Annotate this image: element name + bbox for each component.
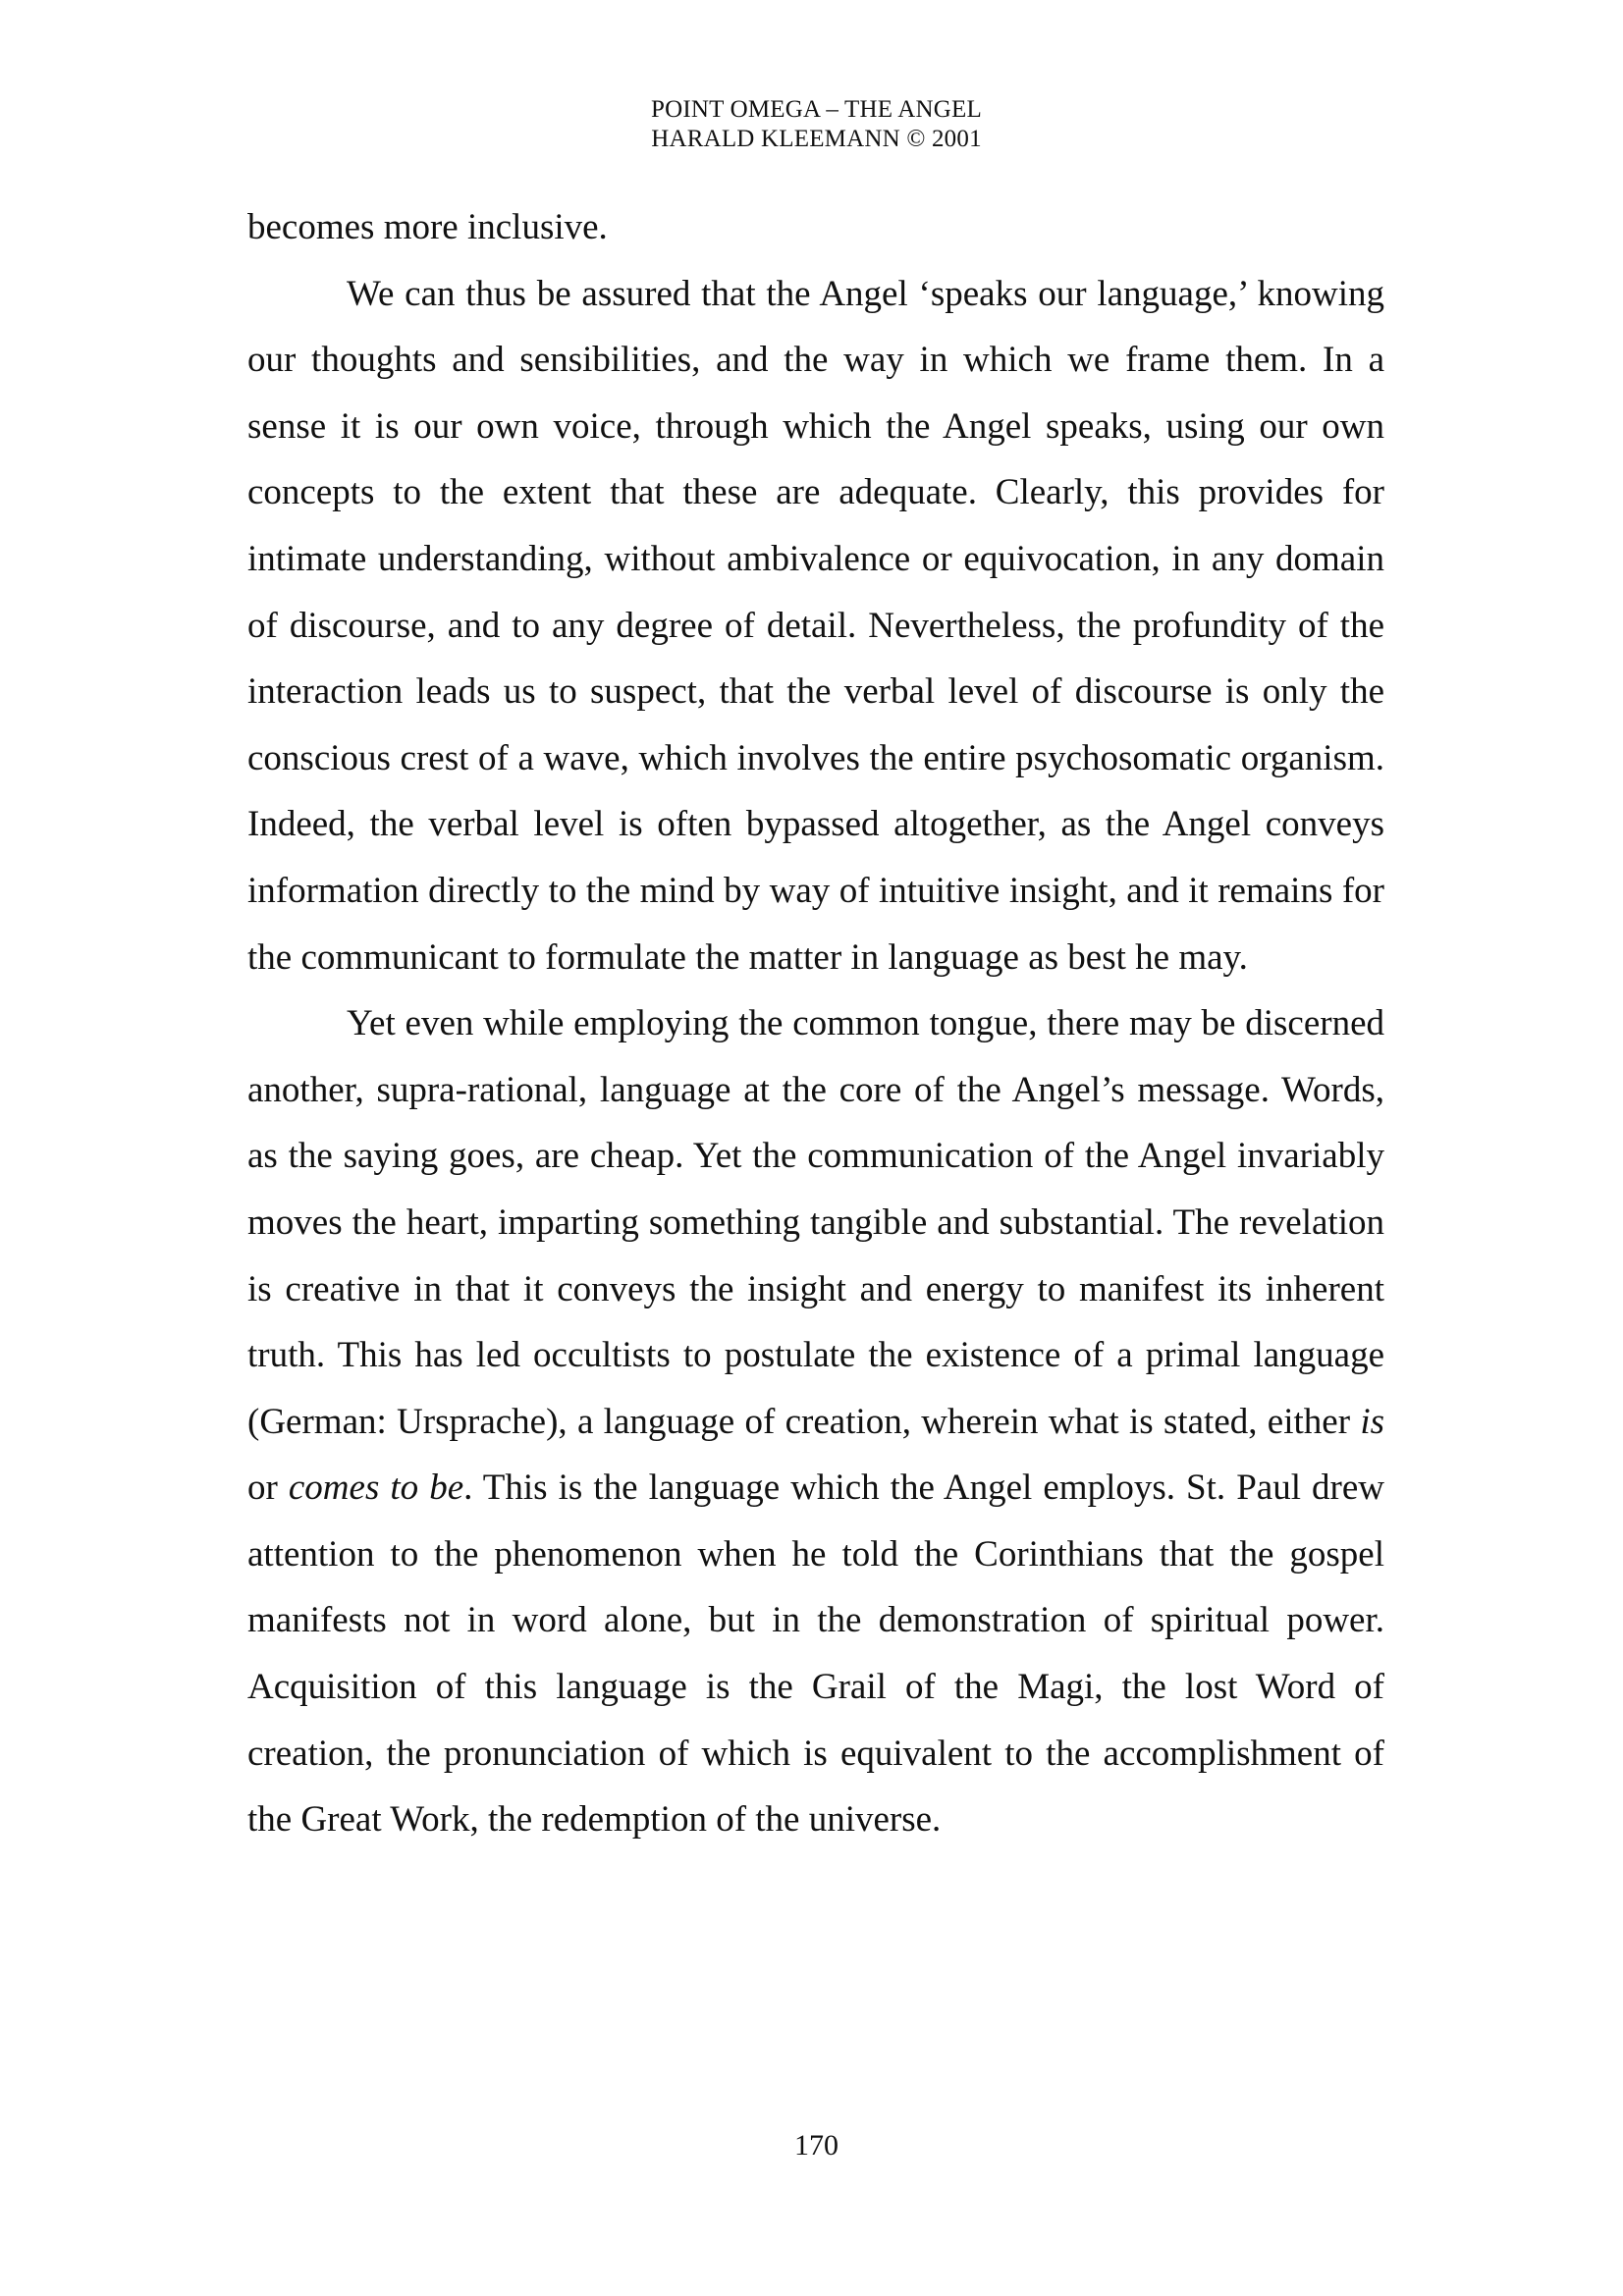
paragraph-text: . This is the language which the Angel employs. St. Paul drew attention to the phenomenon when he told the Corinthians that the gospel manifests not in word alone, but in the demonstration of spiritual power. Acquisition of this language is the Grail of the Magi, the lost Word of creation, the pronunciation of which is equivalent to the accomplishment of the Great Work, the redemption of the universe. (247, 1468, 1384, 1841)
paragraph-text: or (247, 1468, 289, 1509)
paragraph-text: Yet even while employing the common tongue, there may be discerned another, supra-rational, language at the core of the Angel’s message. Words, as the saying goes, are cheap. Yet the communication of the Angel invariably moves the heart, imparting something tangible and substantial. The revelation is creative in that it conveys the insight and energy to manifest its inherent truth. This has led occultists to postulate the existence of a primal language (German: Ursprache), a language of creation, wherein what is stated, either (247, 1003, 1384, 1442)
running-header (0, 95, 1623, 154)
paragraph (247, 990, 1384, 1853)
paragraph-continuation: becomes more inclusive. (247, 207, 608, 247)
paragraph: We can thus be assured that the Angel ‘speaks our language,’ knowing our thoughts and sensibilities, and the way in which we frame them. In a sense it is our own voice, through which the Angel speaks, using our own concepts to the extent that these are adequate. Clearly, this provides for intimate understanding, without ambivalence or equivocation, in any domain of discourse, and to any degree of detail. Nevertheless, the profundity of the interaction leads us to suspect, that the verbal level of discourse is only the conscious crest of a wave, which involves the entire psychosomatic organism. Indeed, the verbal level is often bypassed altogether, as the Angel conveys information directly to the mind by way of intuitive insight, and it remains for the communicant to formulate the matter in language as best he may. (247, 273, 1384, 978)
header-title: POINT OMEGA – THE ANGEL (650, 96, 982, 123)
body-text (247, 194, 1384, 1853)
page-number: 170 (794, 2129, 839, 2162)
italic-text: is (1360, 1401, 1384, 1442)
header-author: HARALD KLEEMANN © 2001 (651, 126, 982, 152)
italic-text: comes to be (288, 1468, 464, 1509)
